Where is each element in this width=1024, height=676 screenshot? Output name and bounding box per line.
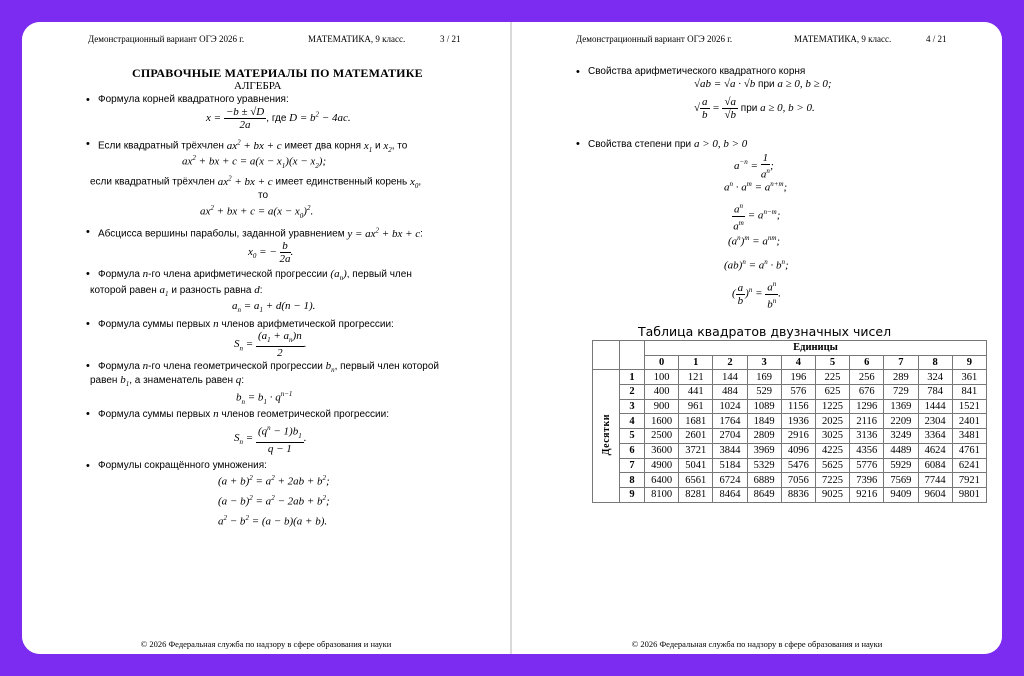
tens-label: Десятки (600, 413, 612, 456)
table-cell: 256 (850, 370, 884, 385)
product-of-powers-rule: $a^n \cdot a^m = a^{n+m}$; (724, 180, 788, 194)
tens-digit-header: 3 (620, 399, 645, 414)
table-cell: 144 (713, 370, 747, 385)
table-cell: 3025 (815, 429, 849, 444)
parabola-vertex-label: • Абсцисса вершины параболы, заданной уравнением $y = ax^2$ + bx + c: (98, 226, 423, 240)
table-row (593, 487, 987, 502)
table-cell: 2916 (781, 429, 815, 444)
geom-sum-formula: $S_n$ = $\frac{(q^n - 1)b_1}{q - 1}$ . (234, 424, 307, 455)
difference-of-squares: $a^2 - b^2 = (a - b)(a + b)$. (218, 514, 328, 528)
units-digit-header: 7 (884, 355, 918, 370)
units-digit-header: 6 (850, 355, 884, 370)
table-cell: 1225 (815, 399, 849, 414)
table-cell: 121 (679, 370, 713, 385)
table-cell: 2500 (645, 429, 679, 444)
table-cell: 6400 (645, 473, 679, 488)
table-cell: 676 (850, 385, 884, 400)
table-cell: 900 (645, 399, 679, 414)
table-cell: 1369 (884, 399, 918, 414)
tens-digit-header: 5 (620, 429, 645, 444)
table-cell: 8281 (679, 487, 713, 502)
units-digit-header: 9 (952, 355, 986, 370)
table-cell: 5625 (815, 458, 849, 473)
table-cell: 4225 (815, 443, 849, 458)
table-corner (620, 355, 645, 370)
table-cell: 2116 (850, 414, 884, 429)
table-cell: 400 (645, 385, 679, 400)
table-row (593, 385, 987, 400)
table-cell: 6724 (713, 473, 747, 488)
short-multiplication-label: • Формулы сокращённого умножения: (98, 460, 267, 471)
units-digit-header: 1 (679, 355, 713, 370)
table-cell: 4096 (781, 443, 815, 458)
square-of-difference: $(a - b)^2 = a^2 - 2ab + b^2$; (218, 494, 330, 508)
table-row (593, 473, 987, 488)
table-cell: 1024 (713, 399, 747, 414)
table-cell: 169 (747, 370, 781, 385)
table-cell: 4761 (952, 443, 986, 458)
table-corner (593, 341, 620, 356)
footer-copyright: © 2026 Федеральная служба по надзору в сфере образования и науки (140, 639, 392, 649)
power-of-quotient-rule: ( $\frac{a}{b}$ )$^n$ = $\frac{a^n}{b^n}$ . (732, 280, 782, 311)
trinomial-two-roots: • Если квадратный трёхчлен $ax^2$ + bx + c имеет два корня $x_1$ и $x_2$, то (98, 138, 407, 154)
table-cell: 1764 (713, 414, 747, 429)
table-cell: 3969 (747, 443, 781, 458)
power-of-product-rule: $(ab)^n = a^n \cdot b^n$; (724, 258, 789, 272)
table-cell: 2704 (713, 429, 747, 444)
table-cell: 484 (713, 385, 747, 400)
table-cell: 6561 (679, 473, 713, 488)
table-cell: 1936 (781, 414, 815, 429)
table-cell: 100 (645, 370, 679, 385)
units-digit-header: 2 (713, 355, 747, 370)
tens-digit-header: 4 (620, 414, 645, 429)
then-label: то (258, 190, 269, 201)
header-doc-name: Демонстрационный вариант ОГЭ 2026 г. (576, 34, 733, 44)
table-cell: 8836 (781, 487, 815, 502)
table-cell: 4489 (884, 443, 918, 458)
arith-sum-formula: $S_n$ = $\frac{(a_1 + a_n)n}{2}$ . (234, 330, 307, 360)
root-product-rule: √ab = √a · √b при a ≥ 0, b ≥ 0; (694, 78, 832, 90)
quadratic-roots-label: • Формула корней квадратного уравнения: (98, 94, 289, 105)
tens-label-cell (593, 370, 620, 502)
table-cell: 361 (952, 370, 986, 385)
units-header-row (593, 341, 987, 356)
arith-nth-term-formula: $a_n = a_1 + d(n - 1)$. (232, 300, 316, 315)
table-cell: 2809 (747, 429, 781, 444)
table-cell: 324 (918, 370, 952, 385)
tens-digit-header: 6 (620, 443, 645, 458)
header-subject: МАТЕМАТИКА, 9 класс. (794, 34, 892, 44)
header-page-number: 4 / 21 (926, 34, 947, 44)
table-cell: 9025 (815, 487, 849, 502)
table-cell: 3364 (918, 429, 952, 444)
table-cell: 1521 (952, 399, 986, 414)
table-cell: 6241 (952, 458, 986, 473)
root-properties-label: • Свойства арифметического квадратного корня (588, 66, 805, 77)
table-cell: 5184 (713, 458, 747, 473)
table-cell: 5929 (884, 458, 918, 473)
factorization-two-roots: $ax^2$ + bx + $c = a(x - x_1)(x - x_2)$; (182, 154, 327, 170)
table-cell: 3844 (713, 443, 747, 458)
table-cell: 3481 (952, 429, 986, 444)
table-cell: 6889 (747, 473, 781, 488)
reference-title: СПРАВОЧНЫЕ МАТЕРИАЛЫ ПО МАТЕМАТИКЕ (132, 66, 423, 80)
table-cell: 1444 (918, 399, 952, 414)
column-digits-row (593, 355, 987, 370)
table-cell: 4356 (850, 443, 884, 458)
table-cell: 7225 (815, 473, 849, 488)
table-corner (593, 355, 620, 370)
table-cell: 9801 (952, 487, 986, 502)
table-cell: 3249 (884, 429, 918, 444)
parabola-vertex-formula: $x_0$ = − $\frac{b}{2a}$ . (248, 240, 294, 265)
squares-table-title: Таблица квадратов двузначных чисел (638, 324, 892, 339)
arith-sum-label: • Формула суммы первых n членов арифметической прогрессии: (98, 318, 394, 330)
table-cell: 225 (815, 370, 849, 385)
table-cell: 3721 (679, 443, 713, 458)
units-digit-header: 0 (645, 355, 679, 370)
table-row (593, 443, 987, 458)
table-cell: 8649 (747, 487, 781, 502)
table-cell: 9216 (850, 487, 884, 502)
table-cell: 289 (884, 370, 918, 385)
document-viewer (22, 22, 1002, 654)
table-cell: 3136 (850, 429, 884, 444)
table-cell: 2401 (952, 414, 986, 429)
table-cell: 1296 (850, 399, 884, 414)
table-cell: 7744 (918, 473, 952, 488)
quadratic-roots-formula: x = $\frac{-b \pm √D}{2a}$ , где $D = b^2 - 4ac$. (206, 106, 351, 131)
page-3 (22, 22, 510, 654)
footer-copyright: © 2026 Федеральная служба по надзору в сфере образования и науки (631, 639, 883, 649)
table-cell: 2601 (679, 429, 713, 444)
table-cell: 8100 (645, 487, 679, 502)
table-cell: 529 (747, 385, 781, 400)
page-4 (512, 22, 1002, 654)
table-cell: 6084 (918, 458, 952, 473)
table-corner (620, 341, 645, 356)
table-cell: 784 (918, 385, 952, 400)
geom-nth-term-label: • Формула n-го члена геометрической прогрессии $b_n$, первый член которой (98, 360, 439, 374)
quotient-of-powers-rule: $\frac{a^n}{a^m}$ = $a^{n-m}$; (733, 202, 781, 233)
table-cell: 5041 (679, 458, 713, 473)
table-cell: 5329 (747, 458, 781, 473)
table-cell: 625 (815, 385, 849, 400)
header-page-number: 3 / 21 (440, 34, 461, 44)
table-cell: 9409 (884, 487, 918, 502)
table-cell: 1681 (679, 414, 713, 429)
power-properties-label: • Свойства степени при a > 0, b > 0 (588, 138, 747, 150)
tens-digit-header: 9 (620, 487, 645, 502)
header-subject: МАТЕМАТИКА, 9 класс. (308, 34, 406, 44)
table-cell: 2304 (918, 414, 952, 429)
table-cell: 841 (952, 385, 986, 400)
table-cell: 5776 (850, 458, 884, 473)
table-row (593, 399, 987, 414)
table-cell: 7569 (884, 473, 918, 488)
table-cell: 441 (679, 385, 713, 400)
table-cell: 7056 (781, 473, 815, 488)
table-cell: 2209 (884, 414, 918, 429)
table-cell: 1849 (747, 414, 781, 429)
table-cell: 961 (679, 399, 713, 414)
units-digit-header: 4 (781, 355, 815, 370)
header-doc-name: Демонстрационный вариант ОГЭ 2026 г. (88, 34, 245, 44)
squares-table (592, 340, 987, 503)
table-row (593, 429, 987, 444)
table-row (593, 370, 987, 385)
table-cell: 7396 (850, 473, 884, 488)
section-title: АЛГЕБРА (234, 80, 282, 92)
table-row (593, 458, 987, 473)
arith-nth-term-label-cont: которой равен $a_1$ и разность равна d: (90, 284, 263, 299)
arith-nth-term-label: • Формула n-го члена арифметической прогрессии $(a_n)$, первый член (98, 268, 412, 282)
tens-digit-header: 1 (620, 370, 645, 385)
units-label: Единицы (645, 341, 987, 356)
table-cell: 7921 (952, 473, 986, 488)
factorization-one-root: $ax^2$ + bx + $c = a(x - x_0)^2$. (200, 204, 314, 220)
table-cell: 2025 (815, 414, 849, 429)
geom-sum-label: • Формула суммы первых n членов геометрической прогрессии: (98, 408, 389, 420)
root-quotient-rule: √ $\frac{a}{b}$ = $\frac{√a}{√b}$ при a ≥ 0, b > 0. (694, 96, 815, 121)
tens-digit-header: 8 (620, 473, 645, 488)
power-of-power-rule: $(a^n)^m = a^{nm}$; (728, 234, 781, 248)
table-cell: 1089 (747, 399, 781, 414)
table-cell: 576 (781, 385, 815, 400)
table-cell: 3600 (645, 443, 679, 458)
table-cell: 4900 (645, 458, 679, 473)
table-cell: 8464 (713, 487, 747, 502)
tens-digit-header: 2 (620, 385, 645, 400)
tens-digit-header: 7 (620, 458, 645, 473)
units-digit-header: 8 (918, 355, 952, 370)
negative-exponent-rule: $a^{-n}$ = $\frac{1}{a^n}$ ; (734, 152, 774, 181)
square-of-sum: $(a + b)^2 = a^2 + 2ab + b^2$; (218, 474, 330, 488)
units-digit-header: 3 (747, 355, 781, 370)
units-digit-header: 5 (815, 355, 849, 370)
table-cell: 196 (781, 370, 815, 385)
trinomial-one-root: если квадратный трёхчлен $ax^2$ + bx + c имеет единственный корень $x_0$, (90, 174, 422, 190)
table-cell: 4624 (918, 443, 952, 458)
table-row (593, 414, 987, 429)
geom-nth-term-label-cont: равен $b_1$, а знаменатель равен q: (90, 374, 245, 389)
table-cell: 1600 (645, 414, 679, 429)
table-cell: 1156 (781, 399, 815, 414)
table-cell: 5476 (781, 458, 815, 473)
table-cell: 729 (884, 385, 918, 400)
table-cell: 9604 (918, 487, 952, 502)
geom-nth-term-formula: $b_n = b_1 \cdot q^{n-1}$ (236, 390, 293, 406)
